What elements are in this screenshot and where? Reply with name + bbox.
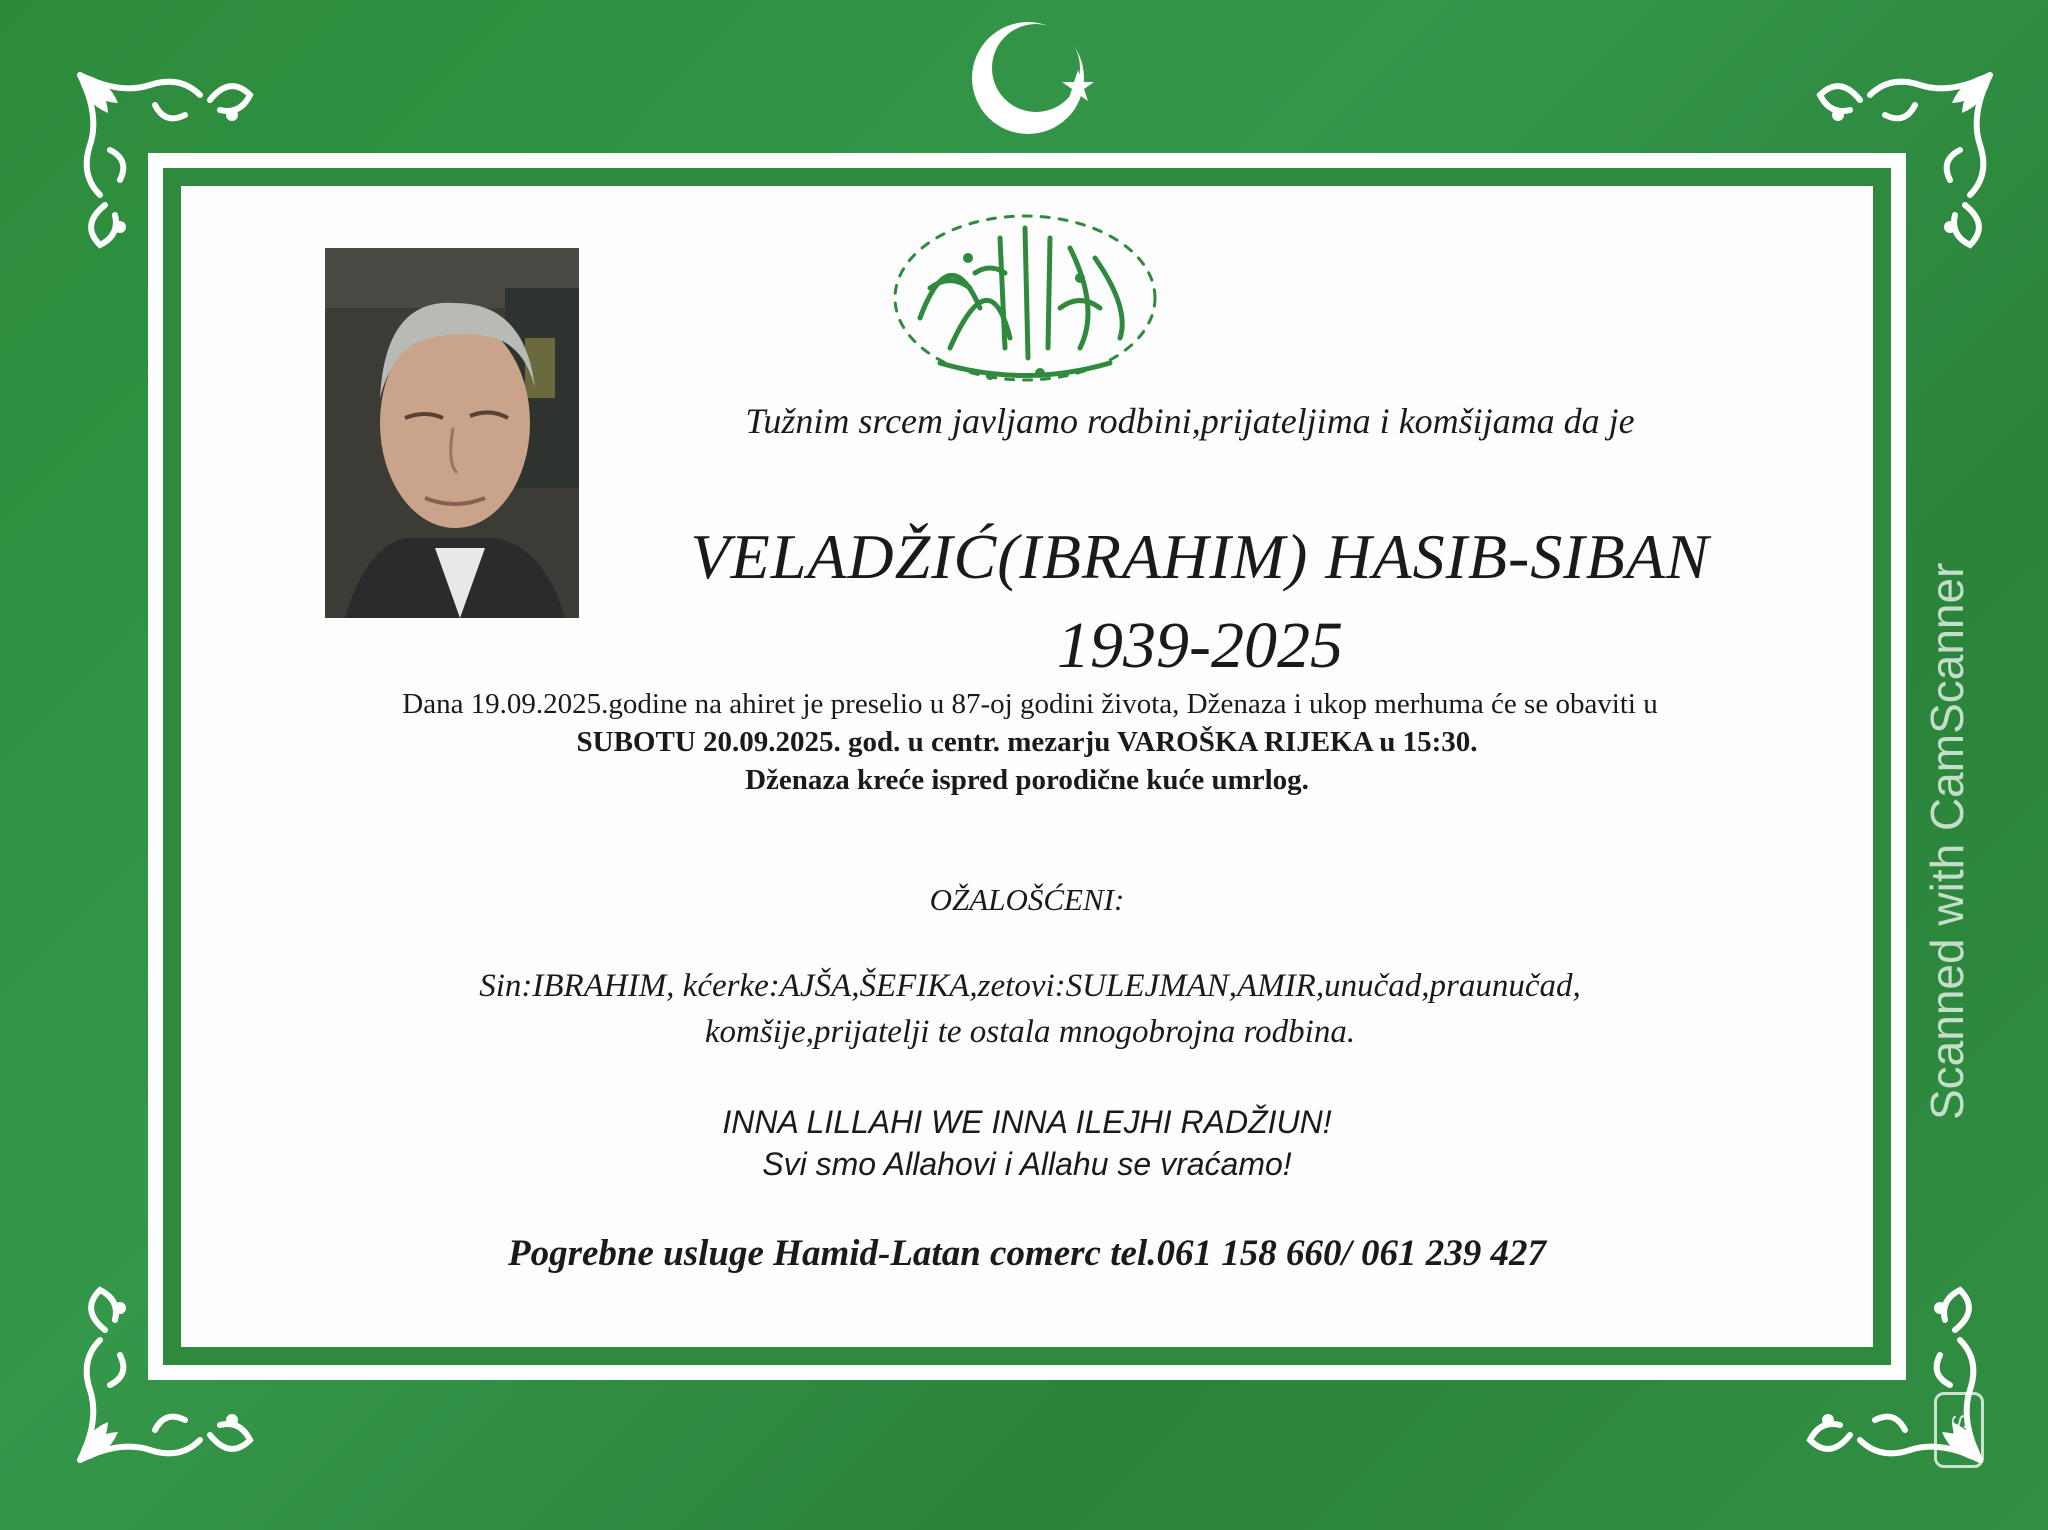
prayer-line-1: INNA LILLAHI WE INNA ILEJHI RADŽIUN! xyxy=(722,1104,1332,1140)
life-years: 1939-2025 xyxy=(1057,609,1343,682)
funeral-details-line-2: SUBOTU 20.09.2025. god. u centr. mezarju VAROŠKA RIJEKA u 15:30. xyxy=(576,726,1478,758)
funeral-details-line-1: Dana 19.09.2025.godine na ahiret je preselio u 87-oj godini života, Dženaza i ukop merhuma će se obaviti u xyxy=(402,688,1658,720)
mourners-heading: OŽALOŠĆENI: xyxy=(929,882,1125,917)
svg-text:CS: CS xyxy=(1946,1414,1973,1446)
funeral-details-line-3: Dženaza kreće ispred porodične kuće umrlog. xyxy=(745,764,1309,796)
mourners-line-1: Sin:IBRAHIM, kćerke:AJŠA,ŠEFIKA,zetovi:SULEJMAN,AMIR,unučad,praunučad, xyxy=(479,968,1581,1004)
deceased-name: VELADŽIĆ(IBRAHIM) HASIB-SIBAN xyxy=(690,521,1710,592)
prayer-line-2: Svi smo Allahovi i Allahu se vraćamo! xyxy=(762,1146,1292,1182)
mourners-line-2: komšije,prijatelji te ostala mnogobrojna rodbina. xyxy=(704,1014,1356,1050)
camscanner-logo-icon xyxy=(1934,1392,1984,1468)
watermark-text: Scanned with CamScanner xyxy=(1921,562,1973,1120)
crescent-star-icon xyxy=(970,12,1110,142)
funeral-service-contact: Pogrebne usluge Hamid-Latan comerc tel.061 158 660/ 061 239 427 xyxy=(507,1233,1546,1274)
arabic-calligraphy-icon xyxy=(880,198,1170,398)
intro-text: Tužnim srcem javljamo rodbini,prijateljima i komšijama da je xyxy=(745,401,1635,441)
